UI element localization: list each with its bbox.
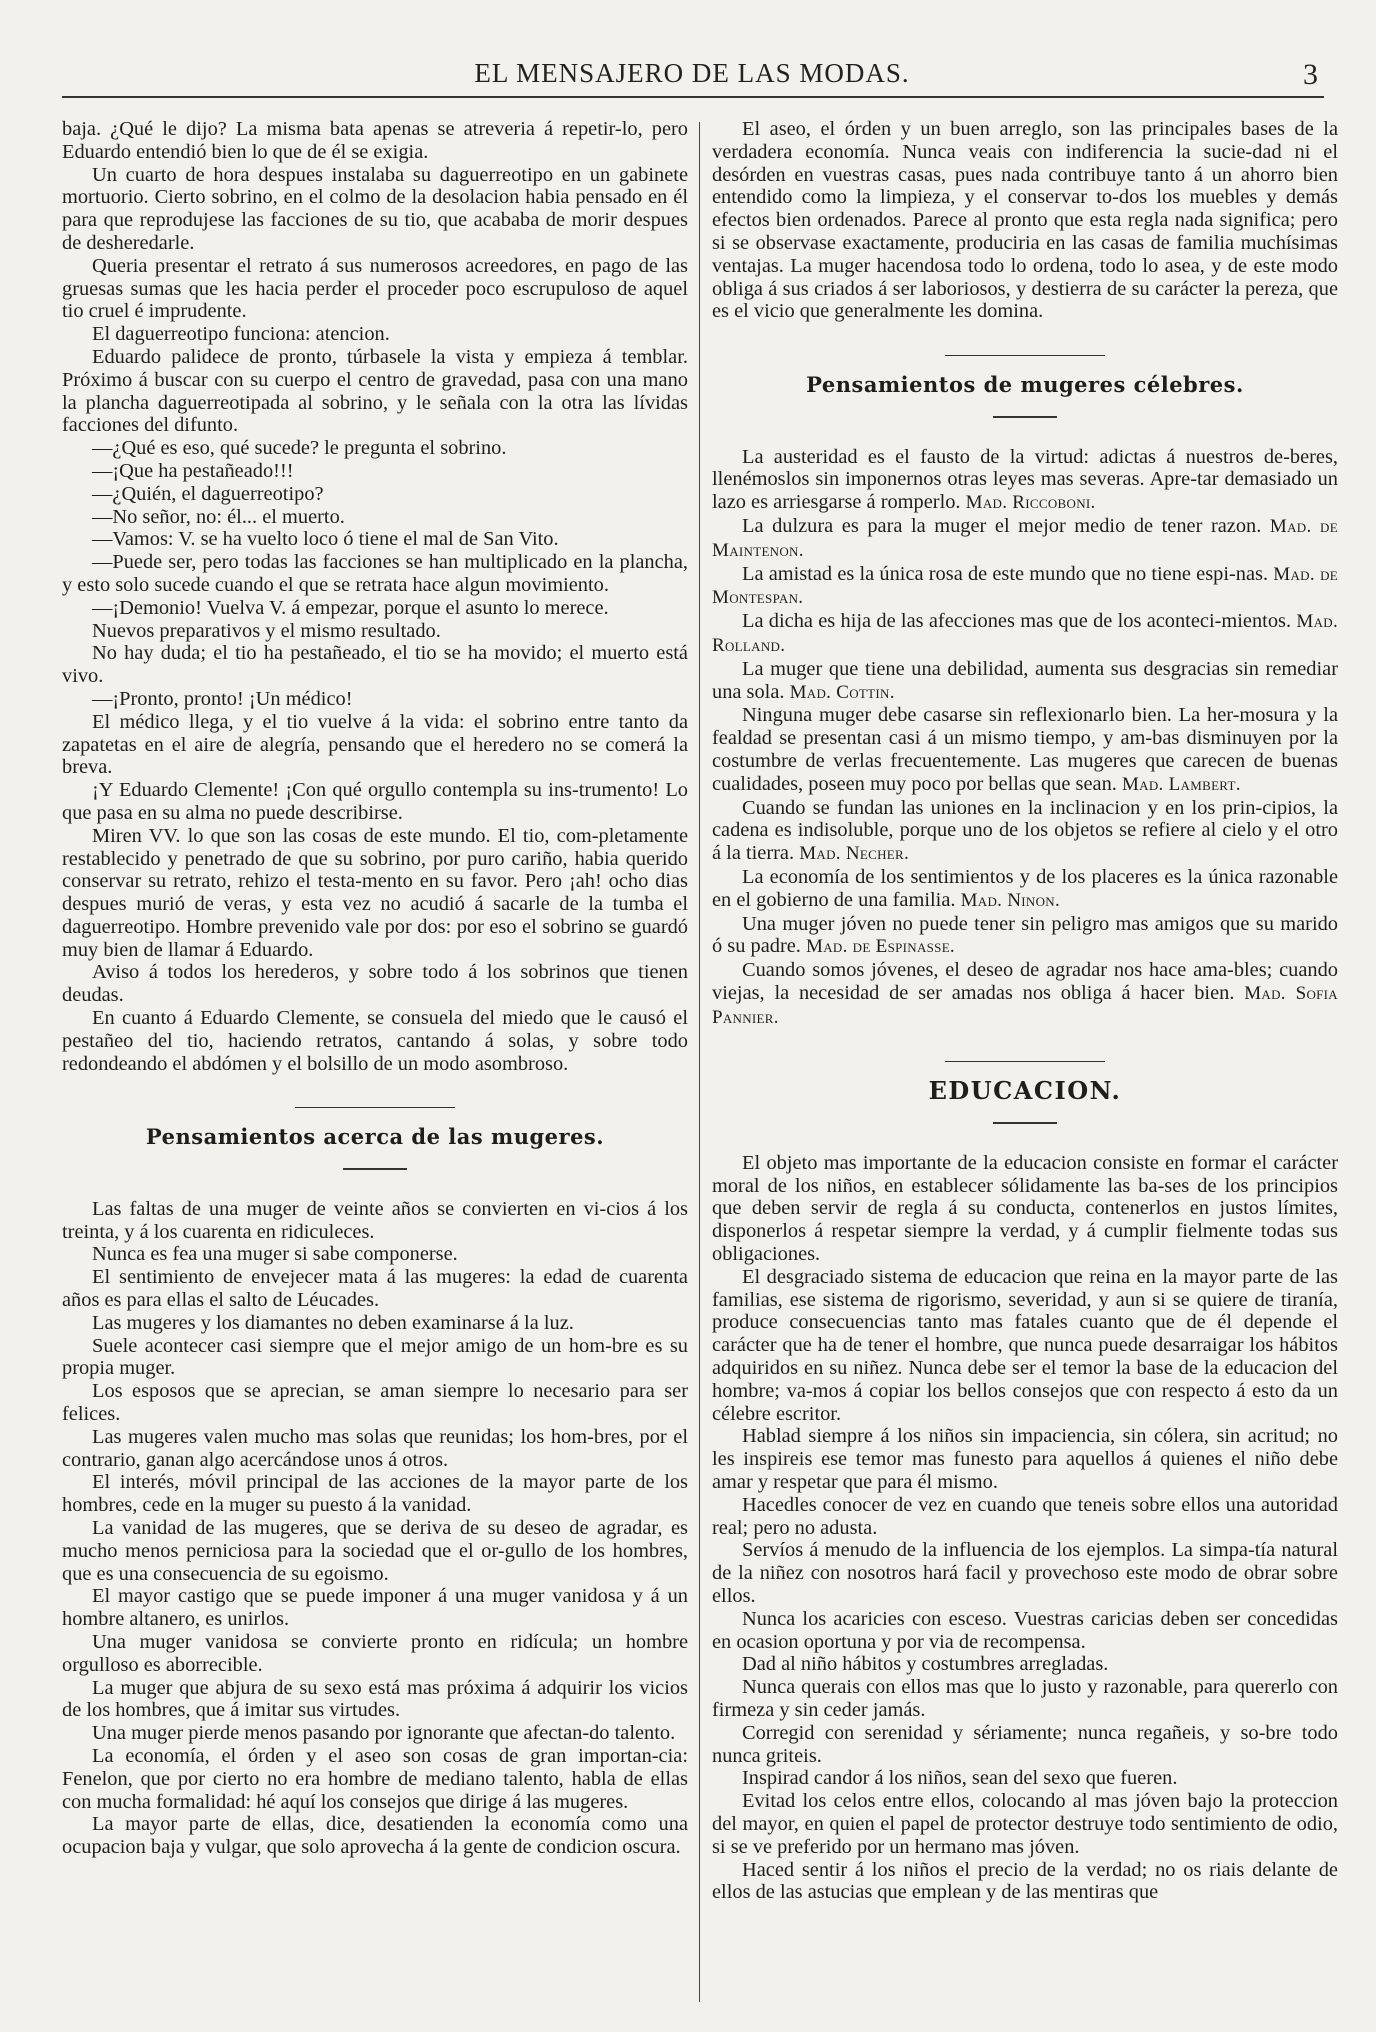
column-divider [699,122,700,2002]
quote-author: Mad. de Maintenon. [712,515,1338,561]
paragraph: —¿Quién, el daguerreotipo? [92,482,324,505]
paragraph: Las mugeres valen mucho mas solas que reunidas; los hom-bres, por el contrario, ganan algo acercándose unos á otros. [62,1425,688,1471]
paragraph: El daguerreotipo funciona: atencion. [92,323,390,346]
heading-rule [62,1153,688,1176]
paragraph: El objeto mas importante de la educacion consiste en formar el carácter moral de los niños, en establecer sólidamente las ba-ses de los principios que deben servir de regla á su conducta, contenerlos en justos límites, disponerlos á respetar siempre la verdad, y á cumplir fielmente todas sus obligaciones. [712,1151,1338,1266]
quote: La economía de los sentimientos y de los placeres es la única razonable en el gobierno de una familia. Mad. Ninon. [712,865,1338,911]
quote-author: Mad. Ninon. [960,889,1061,911]
paragraph: Nunca es fea una muger si sabe componerse. [92,1243,458,1266]
paragraph: Queria presentar el retrato á sus numerosos acreedores, en pago de las gruesas sumas que les hacia perder el proceder poco escrupuloso de aquel tio cruel é imprudente. [62,254,688,323]
paragraph: —Vamos: V. se ha vuelto loco ó tiene el mal de San Vito. [92,528,559,551]
quote-author: Mad. Cottin. [789,681,895,703]
paragraph: Hacedles conocer de vez en cuando que teneis sobre ellos una autoridad real; pero no adusta. [712,1493,1338,1539]
quote-author: Mad. Lambert. [1121,773,1241,795]
paragraph: Aviso á todos los herederos, y sobre todo á los sobrinos que tienen deudas. [62,961,688,1007]
page-number: 3 [1303,58,1318,91]
paragraph: En cuanto á Eduardo Clemente, se consuela del miedo que le causó el pestañeo del tio, haciendo retratos, cantando á solas, y sobre todo redondeando el abdómen y el bolsillo de un modo asombroso. [62,1007,688,1075]
quotes-section [712,446,1338,1030]
paragraph: Una muger vanidosa se convierte pronto en ridícula; un hombre orgulloso es aborrecible. [62,1631,688,1676]
paragraph: Dad al niño hábitos y costumbres arregladas. [742,1653,1109,1676]
pensamientos-section [62,1198,688,1859]
paragraph: La mayor parte de ellas, dice, desatienden la economía como una ocupacion baja y vulgar, que solo aprovecha á la gente de condicion oscura. [62,1813,688,1859]
paragraph: Haced sentir á los niños el precio de la verdad; no os riais delante de ellos de las astucias que emplean y de las mentiras que [712,1858,1338,1904]
paragraph: El interés, móvil principal de las acciones de la mayor parte de los hombres, cede en la muger su puesto á la vanidad. [62,1471,688,1517]
paragraph: Un cuarto de hora despues instalaba su daguerreotipo en un gabinete mortuorio. Cierto sobrino, en el colmo de la desolacion habia pensado en él para que reprodujese las facciones de su tio, que acababa de morir despues de desheredarle. [62,163,688,254]
paragraph: ¡Y Eduardo Clemente! ¡Con qué orgullo contempla su ins-trumento! Lo que pasa en su alma no puede describirse. [62,779,688,824]
paragraph: —¡Pronto, pronto! ¡Un médico! [92,687,353,710]
quote-author: Mad. Rolland. [712,611,1338,656]
paragraph: El aseo, el órden y un buen arreglo, son las principales bases de la verdadera economía. Nunca veais con indiferencia la sucie-dad ni el desórden en vuestras casas, pues nada contribuye tanto á un ahorro bien entendido como la limpieza, y el conservar to-dos los muebles y demás efectos bien ordenados. Parece al pronto que esta regla nada significa; pero si se observase exactamente, produciria en las casas de familia muchísimas ventajas. La muger hacendosa todo lo ordena, todo lo asea, y de este modo obliga á sus criados á ser laboriosos, y destierra de su carácter la pereza, que es el vicio que generalmente les domina. [712,118,1338,323]
header-rule [62,96,1324,98]
quote: Cuando se fundan las uniones en la inclinacion y en los prin-cipios, la cadena es indisoluble, porque uno de los objetos se refiere al cielo y el otro á la tierra. Mad. Necher. [712,796,1338,865]
section-heading-educacion: EDUCACION. [928,1076,1122,1106]
paragraph: El sentimiento de envejecer mata á las mugeres: la edad de cuarenta años es para ellas el salto de Léucades. [62,1266,688,1312]
section-heading-mugeres-celebres: Pensamientos de mugeres célebres. [806,371,1244,397]
heading-rule [712,1107,1338,1130]
paragraph: —No señor, no: él... el muerto. [92,505,345,528]
story-continuation [62,118,688,1075]
paragraph: La economía, el órden y el aseo son cosas de gran importan-cia: Fenelon, que por cierto no era hombre de mediano talento, habla de ellas con mucha formalidad: hé aquí los consejos que dirige á las mugeres. [62,1744,688,1813]
paragraph: Nunca querais con ellos mas que lo justo y razonable, para quererlo con firmeza y sin ceder jamás. [712,1676,1338,1721]
section-heading-pensamientos: Pensamientos acerca de las mugeres. [145,1124,605,1150]
paragraph: No hay duda; el tio ha pestañeado, el tio se ha movido; el muerto está vivo. [62,642,688,688]
quote: La dulzura es para la muger el mejor medio de tener razon. Mad. de Maintenon. [712,514,1338,561]
paragraph: Una muger pierde menos pasando por ignorante que afectan-do talento. [92,1722,676,1745]
paragraph: Hablad siempre á los niños sin impaciencia, sin cólera, sin acritud; no les inspireis ese temor mas funesto para aquellos á quienes el niño debe amar y respetar que para él mismo. [712,1425,1338,1494]
page-header [62,52,1322,92]
paragraph: Nunca los acaricies con esceso. Vuestras caricias deben ser concedidas en ocasion oportuna y por via de recompensa. [712,1607,1338,1653]
quote-author: Mad. de Montespan. [712,563,1338,609]
quote-author: Mad. de Espinasse. [806,936,955,958]
quote: Una muger jóven no puede tener sin peligro mas amigos que su marido ó su padre. Mad. de Espinasse. [712,912,1338,958]
publication-title: EL MENSAJERO DE LAS MODAS. [474,58,910,88]
paragraph: baja. ¿Qué le dijo? La misma bata apenas se atreveria á repetir-lo, pero Eduardo entendió bien lo que de él se exigia. [62,118,688,163]
paragraph: El médico llega, y el tio vuelve á la vida: el sobrino entre tanto da zapatetas en el aire de alegría, pensando que el heredero no se comerá la breva. [62,710,688,779]
heading-rule [712,401,1338,424]
paragraph: Las faltas de una muger de veinte años se convierten en vi-cios á los treinta, y á los cuarenta en ridiculeces. [62,1197,688,1243]
paragraph: La muger que abjura de su sexo está mas próxima á adquirir los vicios de los hombres, que á imitar sus virtudes. [62,1676,688,1722]
paragraph: Corregid con serenidad y sériamente; nunca regañeis, y so-bre todo nunca griteis. [712,1721,1338,1767]
educacion-section [712,1152,1338,1904]
section-separator [712,339,1338,362]
quote: Ninguna muger debe casarse sin reflexionarlo bien. La her-mosura y la fealdad se presentan casi á un mismo tiempo, y am-bas disminuyen por la costumbre de verlas frecuentemente. Las mugeres que carecen de buenas cualidades, poseen muy poco por bellas que sean. Mad. Lambert. [712,704,1338,795]
paragraph: —¡Demonio! Vuelva V. á empezar, porque el asunto lo merece. [92,596,609,619]
paragraph: El mayor castigo que se puede imponer á una muger vanidosa y á un hombre altanero, es unirlos. [62,1585,688,1631]
paragraph: —¡Que ha pestañeado!!! [92,459,294,482]
left-column [62,118,688,1859]
paragraph: El desgraciado sistema de educacion que reina en la mayor parte de las familias, ese sistema de rigorismo, severidad, y aun si se quiere de tiranía, produce consecuencias tanto mas fatales cuanto que de él depende el carácter que ha de tener el hombre, que nunca puede desarraigar los hábitos adquiridos en su niñez. Nunca debe ser el temor la base de la educacion del hombre; va-mos á copiar los bellos consejos que con respecto á esto da un célebre escritor. [712,1265,1338,1425]
paragraph: —Puede ser, pero todas las facciones se han multiplicado en la plancha, y esto solo sucede cuando el que se retrata hace algun movimiento. [62,551,688,596]
section-separator [62,1091,688,1114]
paragraph: Suele acontecer casi siempre que el mejor amigo de un hom-bre es su propia muger. [62,1334,688,1380]
paragraph: —¿Qué es eso, qué sucede? le pregunta el sobrino. [92,437,507,460]
quote: La dicha es hija de las afecciones mas que de los aconteci-mientos. Mad. Rolland. [712,610,1338,656]
quote: La muger que tiene una debilidad, aumenta sus desgracias sin remediar una sola. Mad. Cottin. [712,657,1338,703]
paragraph: Miren VV. lo que son las cosas de este mundo. El tio, com-pletamente restablecido y penetrado de que su sobrino, por puro cariño, habia querido conservar su retrato, rehizo el testa-mento en su favor. Pero ¡ah! ocho dias despues murió de veras, y esta vez no acudió á sacarle de la tumba el daguerreotipo. Hombre prevenido vale por dos: por eso el sobrino se guardó muy bien de llamar á Eduardo. [62,824,688,961]
paragraph: Eduardo palidece de pronto, túrbasele la vista y empieza á temblar. Próximo á buscar con su cuerpo el centro de gravedad, pasa con una mano la plancha daguerreotipada al sobrino, y le señala con la otra las lívidas facciones del difunto. [62,345,688,437]
section-separator [712,1045,1338,1068]
paragraph: Los esposos que se aprecian, se aman siempre lo necesario para ser felices. [62,1380,688,1426]
paragraph: La vanidad de las mugeres, que se deriva de su deseo de agradar, es mucho menos perniciosa para la sociedad que el or-gullo de los hombres, que es una consecuencia de su egoismo. [62,1517,688,1585]
quote-author: Mad. Necher. [799,843,910,865]
quote-author: Mad. Sofia Pannier. [712,982,1338,1028]
paragraph: Evitad los celos entre ellos, colocando al mas jóven bajo la proteccion del mayor, en quien el papel de protector destruye todo sentimiento de odio, si se ve preferido por un hermano mas jóven. [712,1790,1338,1858]
right-column [712,118,1338,1904]
quote: La austeridad es el fausto de la virtud: adictas á nuestros de-beres, llenémoslos sin imponernos otras leyes mas severas. Apre-tar demasiado un lazo es arriesgarse á romperlo. Mad. Riccoboni. [712,445,1338,514]
quote-author: Mad. Riccoboni. [965,492,1096,514]
paragraph: Servíos á menudo de la influencia de los ejemplos. La simpa-tía natural de la niñez con nosotros hará facil y provechoso este modo de obrar sobre ellos. [712,1539,1338,1608]
paragraph: Nuevos preparativos y el mismo resultado. [92,619,441,642]
paragraph: Las mugeres y los diamantes no deben examinarse á la luz. [92,1311,574,1334]
paragraph: Inspirad candor á los niños, sean del sexo que fueren. [742,1767,1178,1790]
quote: Cuando somos jóvenes, el deseo de agradar nos hace ama-bles; cuando viejas, la necesidad de ser amadas nos obliga á hacer bien. Mad. Sofia Pannier. [712,959,1338,1028]
quote: La amistad es la única rosa de este mundo que no tiene espi-nas. Mad. de Montespan. [712,562,1338,609]
